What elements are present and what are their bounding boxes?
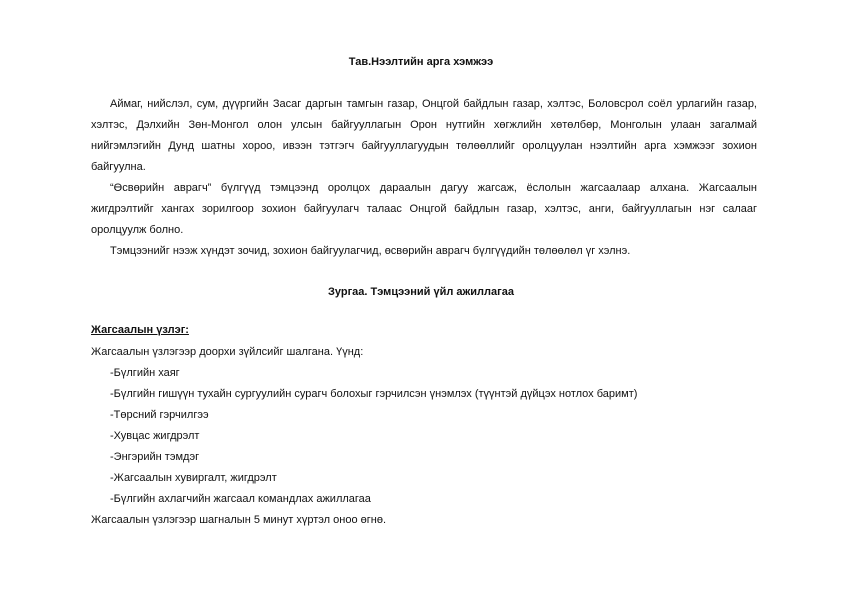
section-heading: Зургаа. Тэмцээний үйл ажиллагаа bbox=[328, 286, 514, 298]
list-item: -Жагсаалын хувиргалт, жигдрэлт bbox=[110, 472, 277, 484]
paragraph-line: оролцуулж болно. bbox=[91, 224, 184, 236]
list-item: -Хувцас жигдрэлт bbox=[110, 430, 200, 442]
paragraph-line: хэлтэс, Дэлхийн Зөн-Монгол олон улсын байгууллагын Орон нутгийн хөгжлийн хөтөлбөр, Монголын улаан загалмай bbox=[91, 119, 757, 131]
list-item: -Бүлгийн ахлагчийн жагсаал командлах ажиллагаа bbox=[110, 493, 371, 505]
subsection-outro: Жагсаалын үзлэгээр шагналын 5 минут хүртэл оноо өгнө. bbox=[91, 514, 386, 526]
list-item: -Энгэрийн тэмдэг bbox=[110, 451, 200, 463]
paragraph-line: жигдрэлтийг хангах зорилгоор зохион байгуулагч талаас Онцгой байдлын газар, хэлтэс, анги, байгууллагын нэг салааг bbox=[91, 203, 757, 215]
paragraph-line: Аймаг, нийслэл, сум, дүүргийн Засаг даргын тамгын газар, Онцгой байдлын газар, хэлтэс, Боловсрол соёл урлагийн газар, bbox=[110, 98, 757, 110]
list-item: -Төрсний гэрчилгээ bbox=[110, 409, 209, 421]
section-title: Тав.Нээлтийн арга хэмжээ bbox=[348, 56, 494, 68]
paragraph-line: байгуулна. bbox=[91, 161, 146, 173]
paragraph-line: “Өсвөрийн аврагч” бүлгүүд тэмцээнд оролцох дараалын дагуу жагсаж, ёслолын жагсаалаар алхана. Жагсаалын bbox=[110, 182, 757, 194]
list-item: -Бүлгийн гишүүн тухайн сургуулийн сурагч болохыг гэрчилсэн үнэмлэх (түүнтэй дүйцэх нотлох баримт) bbox=[110, 388, 638, 400]
paragraph-speeches: Тэмцээнийг нээж хүндэт зочид, зохион байгуулагчид, өсвөрийн аврагч бүлгүүдийн төлөөлөл үг хэлнэ. bbox=[110, 245, 631, 257]
subsection-title: Жагсаалын үзлэг: bbox=[91, 324, 189, 336]
subsection-intro: Жагсаалын үзлэгээр доорхи зүйлсийг шалгана. Үүнд: bbox=[91, 346, 364, 358]
paragraph-line: нийгэмлэгийн Дунд шатны хороо, ивээн тэтгэгч байгууллагуудын төлөөллийг оролцуулан нээлтийн арга хэмжээг зохион bbox=[91, 140, 757, 152]
list-item: -Бүлгийн хаяг bbox=[110, 367, 180, 379]
